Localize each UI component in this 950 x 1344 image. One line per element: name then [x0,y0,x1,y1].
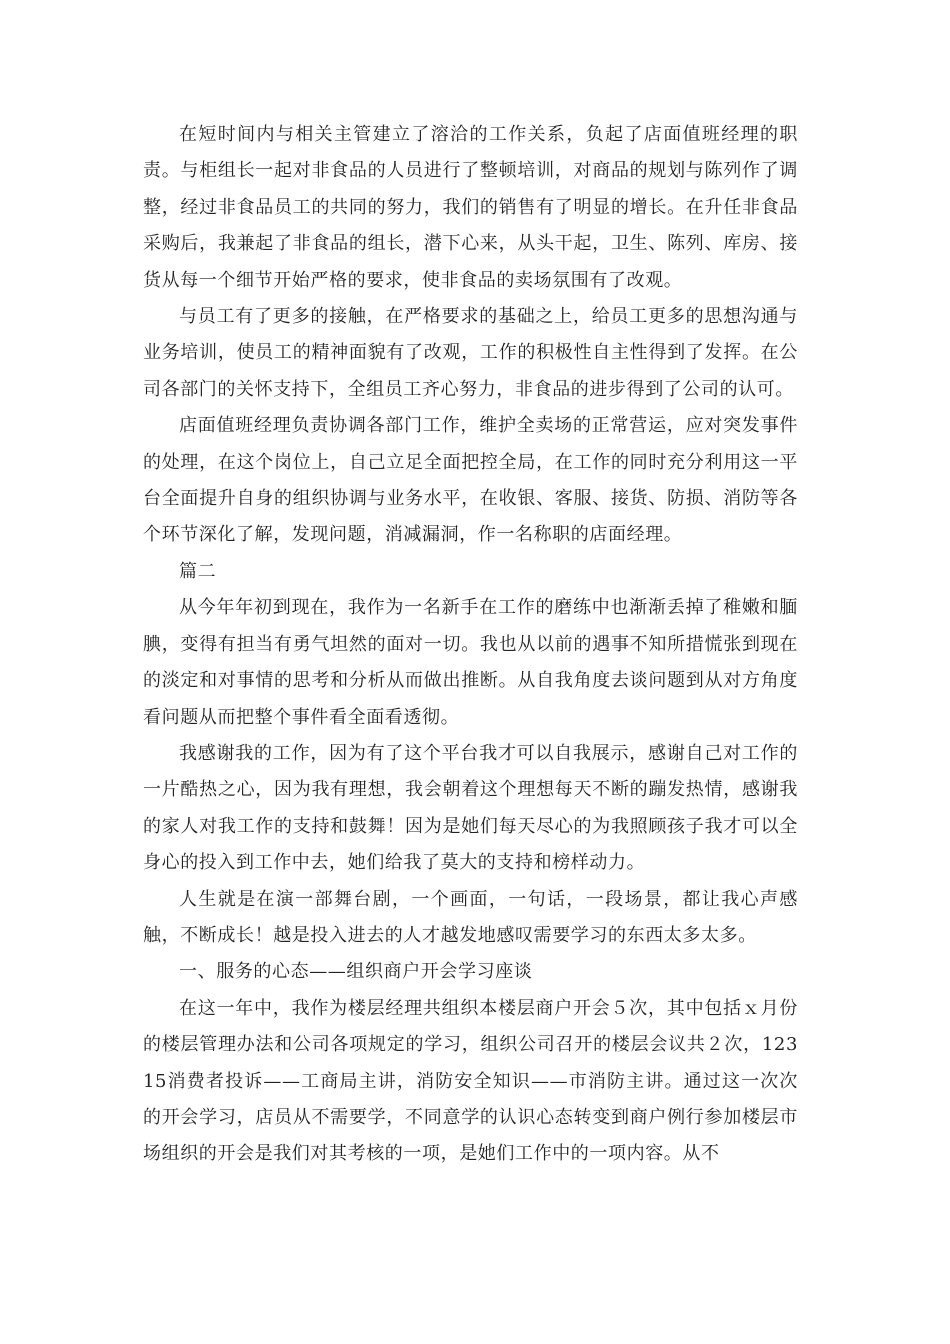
paragraph-5: 我感谢我的工作，因为有了这个平台我才可以自我展示，感谢自己对工作的一片酷热之心，因为我有理想，我会朝着这个理想每天不断的蹦发热情，感谢我的家人对我工作的支持和鼓舞！因为是她们每天尽心的为我照顾孩子我才可以全身心的投入到工作中去，她们给我了莫大的支持和榜样动力。 [143,742,798,874]
document-body [143,117,798,1173]
paragraph-4: 从今年年初到现在，我作为一名新手在工作的磨练中也渐渐丢掉了稚嫩和腼腆，变得有担当有勇气坦然的面对一切。我也从以前的遇事不知所措慌张到现在的淡定和对事情的思考和分析从而做出推断。从自我角度去谈问题到从对方角度看问题从而把整个事件看全面看透彻。 [143,597,798,728]
subheading: 一、服务的心态——组织商户开会学习座谈 [179,961,533,983]
paragraph-7: 在这一年中，我作为楼层经理共组织本楼层商户开会５次，其中包括ｘ月份的楼层管理办法和公司各项规定的学习，组织公司召开的楼层会议共２次，12315消费者投诉——工商局主讲，消防安全知识——市消防主讲。通过这一次次的开会学习，店员从不需要学，不同意学的认识心态转变到商户例行参加楼层市场组织的开会是我们对其考核的一项，是她们工作中的一项内容。从不 [143,997,798,1165]
paragraph-6: 人生就是在演一部舞台剧，一个画面，一句话，一段场景，都让我心声感触，不断成长！越是投入进去的人才越发地感叹需要学习的东西太多太多。 [143,888,798,946]
paragraph-3: 店面值班经理负责协调各部门工作，维护全卖场的正常营运，应对突发事件的处理，在这个岗位上，自己立足全面把控全局，在工作的同时充分利用这一平台全面提升自身的组织协调与业务水平，在收银、客服、接货、防损、消防等各个环节深化了解，发现问题，消减漏洞，作一名称职的店面经理。 [143,415,798,546]
section-heading: 篇二 [179,560,217,582]
paragraph-1: 在短时间内与相关主管建立了溶洽的工作关系，负起了店面值班经理的职责。与柜组长一起对非食品的人员进行了整顿培训，对商品的规划与陈列作了调整，经过非食品员工的共同的努力，我们的销售有了明显的增长。在升任非食品采购后，我兼起了非食品的组长，潜下心来，从头干起，卫生、陈列、库房、接货从每一个细节开始严格的要求，使非食品的卖场氛围有了改观。 [143,124,798,291]
paragraph-2: 与员工有了更多的接触，在严格要求的基础之上，给员工更多的思想沟通与业务培训，使员工的精神面貌有了改观，工作的积极性自主性得到了发挥。在公司各部门的关怀支持下，全组员工齐心努力，非食品的进步得到了公司的认可。 [143,306,798,400]
